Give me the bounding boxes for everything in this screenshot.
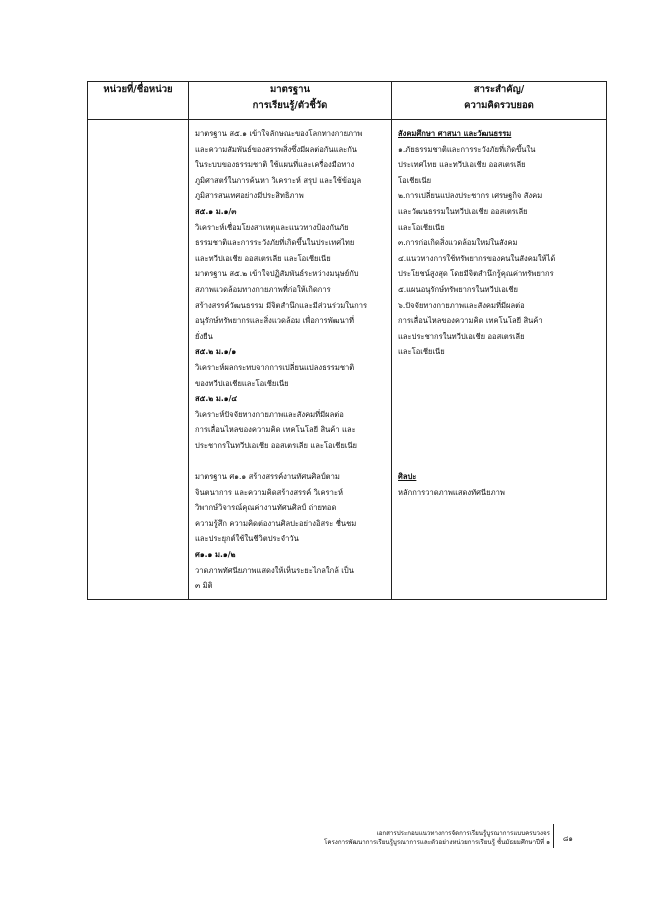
essence-line: ๓.การก่อเกิดสิ่งแวดล้อมใหม่ในสังคม xyxy=(398,238,518,248)
standard-line: การเลื่อนไหลของความคิด เทคโนโลยี สินค้า และ xyxy=(195,425,356,435)
footer-line-1: เอกสารประกอบแนวทางการจัดการเรียนรู้บูรณาการแบบครบวงจร xyxy=(376,830,550,837)
essence-line: สังคมศึกษา ศาสนา และวัฒนธรรม xyxy=(398,129,512,138)
spacer xyxy=(195,453,387,469)
standard-line: และความสัมพันธ์ของสรรพสิ่งซึ่งมีผลต่อกันและกัน xyxy=(195,144,357,154)
standard-line: ๓ มิติ xyxy=(195,581,213,591)
essence-line: ประโยชน์สูงสุด โดยมีจิตสำนึกรู้คุณค่าทรัพยากร xyxy=(398,269,554,279)
essence-line: และประชากรในทวีปเอเชีย ออสเตรเลีย xyxy=(398,331,525,341)
essence-line: การเลื่อนไหลของความคิด เทคโนโลยี สินค้า xyxy=(398,316,543,326)
standard-line: ส๕.๒ ม.๑/๑ xyxy=(195,347,237,357)
essence-line: ๖.ปัจจัยทางกายภาพและสังคมที่มีผลต่อ xyxy=(398,300,525,310)
page-footer xyxy=(250,829,550,847)
footer-line-2: โครงการพัฒนาการเรียนรู้บูรณาการและตัวอย่างหน่วยการเรียนรู้ ชั้นมัธยมศึกษาปีที่ ๑ xyxy=(324,839,550,846)
table-header-row xyxy=(88,82,607,120)
essence-line: และโอเชียเนีย xyxy=(398,347,445,357)
standard-line: ธรรมชาติและการระวังภัยที่เกิดขึ้นในประเทศไทย xyxy=(195,238,355,248)
cell-standards xyxy=(189,120,392,600)
standard-line: มาตรฐาน ส๕.๑ เข้าใจลักษณะของโลกทางกายภาพ xyxy=(195,129,363,138)
spacer xyxy=(398,422,602,438)
essence-line: และวัฒนธรรมในทวีปเอเชีย ออสเตรเลีย xyxy=(398,206,528,216)
essence-line: ๒.การเปลี่ยนแปลงประชากร เศรษฐกิจ สังคม xyxy=(398,191,543,201)
standard-line: ส๕.๑ ม.๑/๓ xyxy=(195,206,237,216)
standard-line: วิเคราะห์ปัจจัยทางกายภาพและสังคมที่มีผลต่อ xyxy=(195,409,344,419)
page-number: ๘๑ xyxy=(563,835,573,843)
spacer xyxy=(398,438,602,454)
spacer xyxy=(398,360,602,376)
header-standard-line1: มาตรฐาน xyxy=(270,84,310,95)
header-unit xyxy=(88,82,189,120)
essence-list xyxy=(392,120,606,500)
essence-line: ๕.แผนอนุรักษ์ทรัพยากรในทวีปเอเชีย xyxy=(398,284,518,294)
standard-line: มาตรฐาน ศ๑.๑ สร้างสรรค์งานทัศนศิลป์ตาม xyxy=(195,472,340,482)
spacer xyxy=(398,391,602,407)
essence-line: ๑.ภัยธรรมชาติและการระวังภัยที่เกิดขึ้นใน xyxy=(398,144,536,154)
standard-line: ศ๑.๑ ม.๑/๒ xyxy=(195,550,236,560)
standard-line: ส๕.๒ ม.๑/๔ xyxy=(195,394,238,404)
header-essence xyxy=(392,82,607,120)
standard-line: วิพากษ์วิจารณ์คุณค่างานทัศนศิลป์ ถ่ายทอด xyxy=(195,503,337,513)
header-essence-line1: สาระสำคัญ/ xyxy=(473,84,525,95)
header-unit-label: หน่วยที่/ชื่อหน่วย xyxy=(103,84,173,95)
standard-line: และทวีปเอเชีย ออสเตรเลีย และโอเชียเนีย xyxy=(195,253,331,263)
cell-essence xyxy=(392,120,607,600)
header-standard-line2: การเรียนรู้/ตัวชี้วัด xyxy=(252,100,328,111)
spacer xyxy=(398,453,602,469)
standard-line: วิเคราะห์ผลกระทบจากการเปลี่ยนแปลงธรรมชาติ xyxy=(195,362,355,372)
standard-line: ของทวีปเอเชียและโอเชียเนีย xyxy=(195,378,289,388)
spacer xyxy=(398,376,602,392)
standard-line: จินตนาการ และความคิดสร้างสรรค์ วิเคราะห์ xyxy=(195,487,343,497)
footer-divider xyxy=(553,824,554,848)
cell-unit xyxy=(88,120,189,600)
essence-line: ประเทศไทย และทวีปเอเชีย ออสเตรเลีย xyxy=(398,160,526,170)
table-body-row xyxy=(88,120,607,600)
standard-line: สร้างสรรค์วัฒนธรรม มีจิตสำนึกและมีส่วนร่วมในการ xyxy=(195,300,368,310)
essence-line: ศิลปะ xyxy=(398,472,417,482)
standard-line: ภูมิสารสนเทศอย่างมีประสิทธิภาพ xyxy=(195,191,304,201)
standard-line: วาดภาพทัศนียภาพแสดงให้เห็นระยะไกลใกล้ เป็น xyxy=(195,565,354,575)
standards-list xyxy=(189,120,391,594)
standard-line: อนุรักษ์ทรัพยากรและสิ่งแวดล้อม เพื่อการพัฒนาที่ xyxy=(195,316,355,326)
header-essence-line2: ความคิดรวบยอด xyxy=(464,100,534,111)
header-standard xyxy=(189,82,392,120)
standard-line: มาตรฐาน ส๕.๒ เข้าใจปฏิสัมพันธ์ระหว่างมนุษย์กับ xyxy=(195,269,359,279)
standard-line: ความรู้สึก ความคิดต่องานศิลปะอย่างอิสระ ชื่นชม xyxy=(195,518,357,528)
standard-line: สภาพแวดล้อมทางกายภาพที่ก่อให้เกิดการ xyxy=(195,284,331,294)
standard-line: ในระบบของธรรมชาติ ใช้แผนที่และเครื่องมือทาง xyxy=(195,160,355,170)
essence-line: ๔.แนวทางการใช้ทรัพยากรของคนในสังคมให้ได้ xyxy=(398,253,556,263)
curriculum-table xyxy=(87,81,607,600)
standard-line: ยั่งยืน xyxy=(195,331,213,341)
essence-line: โอเชียเนีย xyxy=(398,175,432,185)
standard-line: ประชากรในทวีปเอเชีย ออสเตรเลีย และโอเชียเนีย xyxy=(195,440,358,450)
standard-line: และประยุกต์ใช้ในชีวิตประจำวัน xyxy=(195,534,299,544)
standard-line: วิเคราะห์เชื่อมโยงสาเหตุและแนวทางป้องกันภัย xyxy=(195,222,349,232)
spacer xyxy=(398,407,602,423)
essence-line: หลักการวาดภาพแสดงทัศนียภาพ xyxy=(398,487,505,497)
unit-text xyxy=(88,120,188,126)
essence-line: และโอเชียเนีย xyxy=(398,222,445,232)
standard-line: ภูมิศาสตร์ในการค้นหา วิเคราะห์ สรุป และใช้ข้อมูล xyxy=(195,175,362,185)
